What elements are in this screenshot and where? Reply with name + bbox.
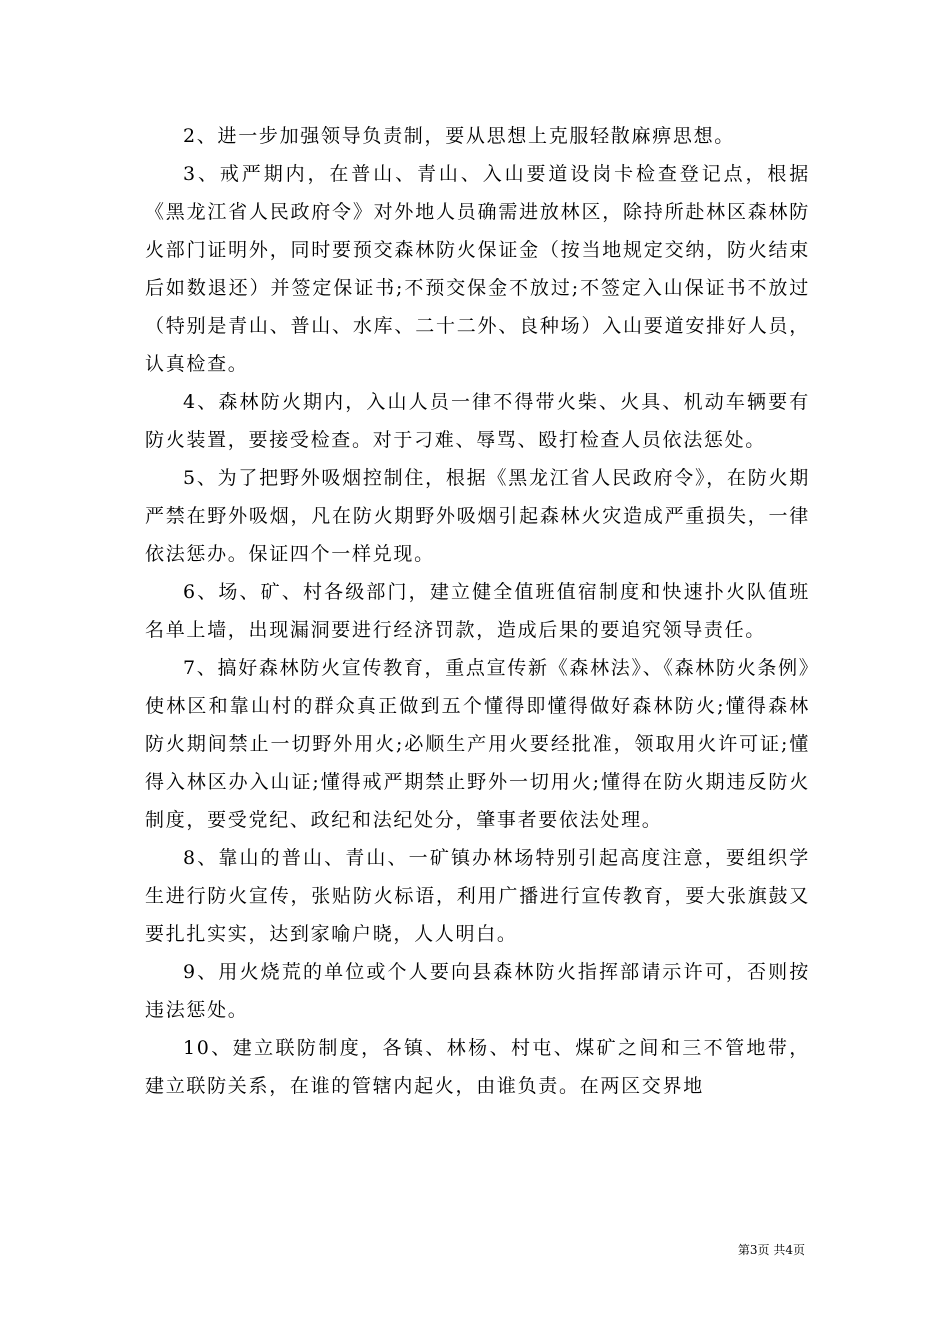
current-page-number: 3 bbox=[749, 1243, 758, 1257]
paragraph-item-2: 2、进一步加强领导负责制，要从思想上克服轻散麻痹思想。 bbox=[183, 125, 735, 147]
page-number-footer bbox=[738, 1242, 805, 1258]
paragraph-item-7: 7、搞好森林防火宣传教育，重点宣传新《森林法》、《森林防火条例》使林区和靠山村的群众真正做到五个懂得即懂得做好森林防火;懂得森林防火期间禁止一切野外用火;必顺生产用火要经批准，领取用火许可证;懂得入林区办入山证;懂得戒严期禁止野外一切用火;懂得在防火期违反防火制度，要受党纪、政纪和法纪处分，肇事者要依法处理。 bbox=[145, 657, 810, 831]
paragraph-item-9: 9、用火烧荒的单位或个人要向县森林防火指挥部请示许可，否则按违法惩处。 bbox=[145, 961, 810, 1021]
total-page-number: 4 bbox=[785, 1243, 793, 1257]
footer-middle: 页 共 bbox=[757, 1243, 786, 1257]
paragraph-item-8: 8、靠山的普山、青山、一矿镇办林场特别引起高度注意，要组织学生进行防火宣传，张贴防火标语，利用广播进行宣传教育，要大张旗鼓又要扎扎实实，达到家喻户晓，人人明白。 bbox=[145, 847, 810, 945]
paragraph-item-6: 6、场、矿、村各级部门，建立健全值班值宿制度和快速扑火队值班名单上墙，出现漏洞要进行经济罚款，造成后果的要追究领导责任。 bbox=[145, 581, 810, 641]
footer-prefix: 第 bbox=[737, 1243, 750, 1257]
paragraph-item-10: 10、建立联防制度，各镇、林杨、村屯、煤矿之间和三不管地带，建立联防关系，在谁的管辖内起火，由谁负责。在两区交界地 bbox=[145, 1037, 810, 1097]
footer-suffix: 页 bbox=[792, 1243, 805, 1257]
paragraph-item-5: 5、为了把野外吸烟控制住，根据《黑龙江省人民政府令》，在防火期严禁在野外吸烟，凡在防火期野外吸烟引起森林火灾造成严重损失，一律依法惩办。保证四个一样兑现。 bbox=[145, 467, 810, 565]
document-body bbox=[145, 117, 810, 1105]
paragraph-item-3: 3、戒严期内，在普山、青山、入山要道设岗卡检查登记点，根据《黑龙江省人民政府令》对外地人员确需进放林区，除持所赴林区森林防火部门证明外，同时要预交森林防火保证金（按当地规定交纳，防火结束后如数退还）并签定保证书;不预交保金不放过;不签定入山保证书不放过（特别是青山、普山、水库、二十二外、良种场）入山要道安排好人员，认真检查。 bbox=[145, 163, 810, 375]
paragraph-item-4: 4、森林防火期内，入山人员一律不得带火柴、火具、机动车辆要有防火装置，要接受检查。对于刁难、辱骂、殴打检查人员依法惩处。 bbox=[145, 391, 810, 451]
